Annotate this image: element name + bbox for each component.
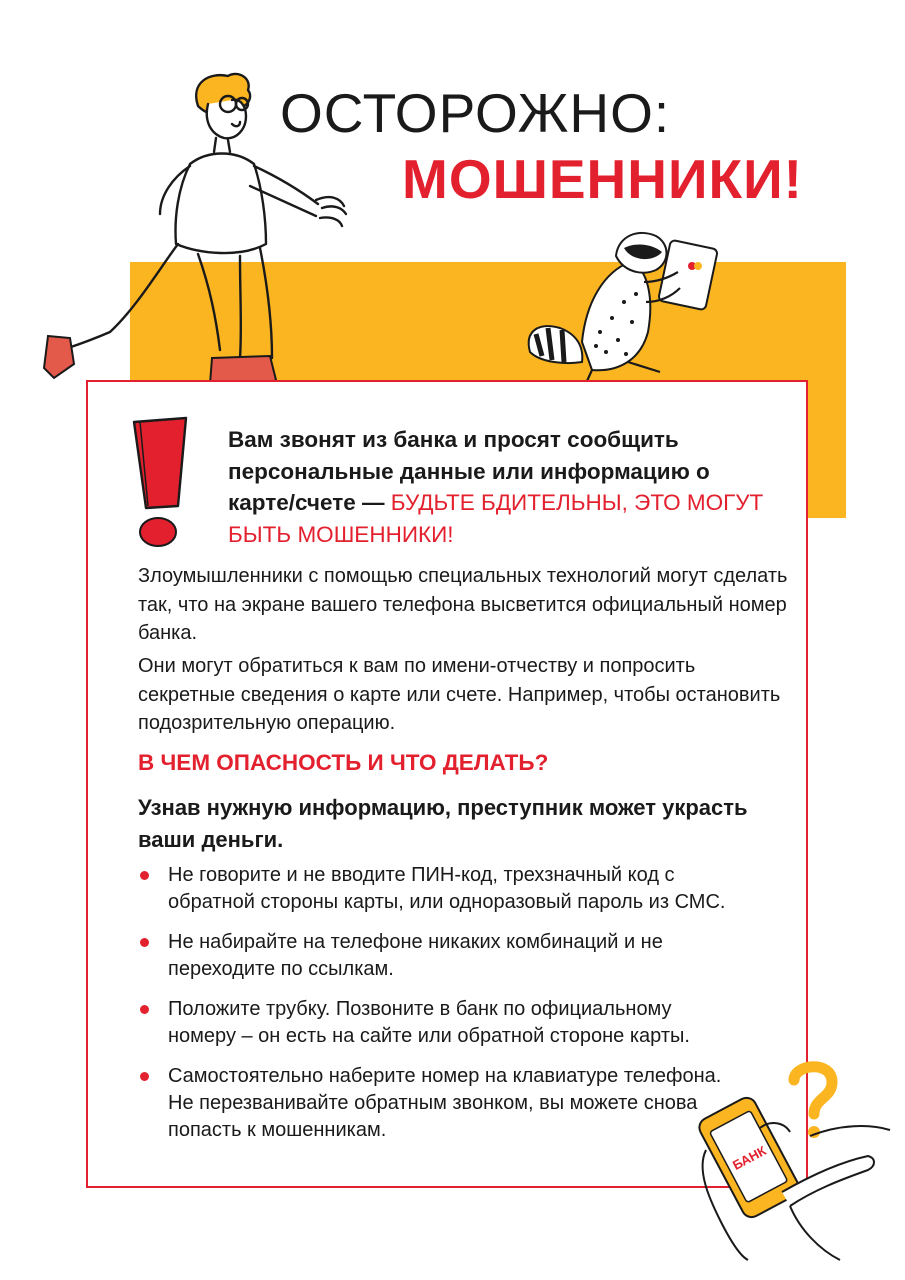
lead-bold-text: Вам звонят из банка и просят сообщить персональные данные или информацию о карте/счете — [228,427,710,515]
danger-statement: Узнав нужную информацию, преступник может украсть ваши деньги. [138,795,748,852]
list-item-text: Положите трубку. Позвоните в банк по официальному номеру – он есть на сайте или обратной стороне карты. [168,998,690,1047]
bullet-dot-icon [140,1005,149,1014]
list-item [138,862,738,916]
list-item [138,929,738,983]
paragraph-caller-id-spoofing: Злоумышленники с помощью специальных технологий могут сделать так, что на экране вашего телефона высветится официальный номер банка. [138,565,788,644]
section-title: В ЧЕМ ОПАСНОСТЬ И ЧТО ДЕЛАТЬ? [138,750,549,775]
phone-screen-label: БАНК [730,1142,769,1173]
list-item [138,996,738,1050]
title-line-2: МОШЕННИКИ! [402,148,803,210]
list-item-text: Самостоятельно наберите номер на клавиатуре телефона. Не перезванивайте обратным звонком, вы можете снова попасть к мошенникам. [168,1065,722,1141]
bullet-dot-icon [140,1072,149,1081]
lead-warning-highlight: БУДЬТЕ БДИТЕЛЬНЫ, ЭТО МОГУТ БЫТЬ МОШЕННИКИ! [228,490,764,547]
list-item [138,1063,738,1144]
paragraph-personal-approach: Они могут обратиться к вам по имени-отчеству и попросить секретные сведения о карте или счете. Например, чтобы остановить подозрительную операцию. [138,655,781,734]
list-item-text: Не набирайте на телефоне никаких комбинаций и не переходите по ссылкам. [168,931,663,980]
bullet-dot-icon [140,938,149,947]
bullet-dot-icon [140,871,149,880]
raccoon-with-card-illustration [520,222,740,394]
lead-warning-text [228,424,768,550]
running-man-illustration [40,68,360,398]
title-line-1: ОСТОРОЖНО: [280,82,671,144]
exclamation-icon [130,414,194,550]
hand-with-phone-illustration [690,1080,890,1260]
advice-list [138,862,738,1157]
list-item-text: Не говорите и не вводите ПИН-код, трехзначный код с обратной стороны карты, или одноразовый пароль из СМС. [168,864,726,913]
